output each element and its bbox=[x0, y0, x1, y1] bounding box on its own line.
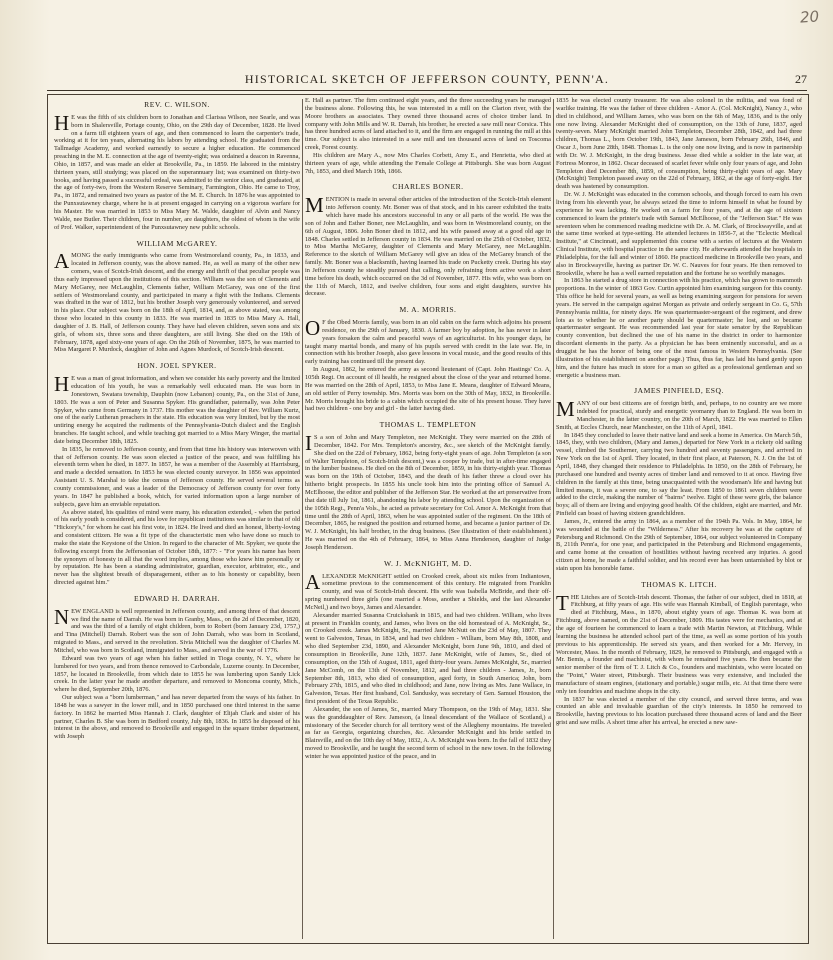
paragraph: Our subject was a "born lumberman," and has never departed from the ways of his father. In 1848 he was a sawyer in the lower mill, and in 1850 purchased one third interest in the same factory. In 1862 he married Miss Hannah J. Clark, daughter of Elijah Clark and sister of his partner, Charles B. She was born in Bedford county, July 8th, 1836. In 1855 he disposed of his interest in the above, and removed to Brookville and engaged in the square timber department, with Joseph bbox=[54, 694, 300, 741]
paragraph-text: ANY of our best citizens are of foreign birth, and, perhaps, to no country are we more indebted for practical, sturdy and energetic yeomanry than to England. He was born in Manchester, in the latter country, on the 20th of March, 1822. He was married to Ellen Smith, at Eccles Church, near Manchester, on the 11th of April, 1841. bbox=[556, 400, 802, 431]
paragraph bbox=[556, 590, 802, 696]
paragraph: 1835 he was elected county treasurer. He was also colonel in the militia, and was fond of warlike training. He was the father of three children - Amor A. (Col. McKnight), Nancy J., who died in childhood, and William James, who was born on the 6th of May, 1836, and is the only one now living. Alexander McKnight died of consumption, on the 13th of June, 1837, aged twenty-seven. Mary McKnight married John Templeton, December 28th, 1842, and had three children, Thomas L., born October 19th, 1843, Jane Jameson, born February 26th, 1846, and Oscar J., born June 28th, 1848. Thomas L. is the only one now living, and is now in partnership with Dr. W. J. McKnight, in the drug business. Jesse died while a soldier in the late war, at Fortress Monroe, in 1862. Oscar deceased of scarlet fever while only four years of age, and John Templeton died December 8th, 1859, of consumption, being thirty-eight years of age. Mary (McKnight) Templeton passed away on the 22d of February, 1862, at the age of forty-eight. Her death was hastened by consumption. bbox=[556, 97, 802, 191]
paragraph-text: E was the fifth of six children born to Jonathan and Clarissa Wilson, nee Searle, and was born in Shalersville, Portage county, Ohio, on the 29th day of December, 1828. He lived on a farm till eighteen years of age, and then commenced to learn the carpenter's trade, working at it for ten years, alternating his labors by attending school. He graduated from the Tallmadge Academy, and worked earnestly to secure a higher education. He commenced preaching in the M. E. connection at the age of twenty-eight; was ordained a deacon in Ravenna, Ohio, in 1857, and was made an elder at Brookville, Pa., in 1859. He labored in the ministry thirteen years, still studying; was placed on the superannuary list; was examined on thirty-two books, and having passed a successful ordeal, was admitted to the senior class, and graduated, at the age of forty-two, from the Western Reserve Seminary, Farmington, Ohio. He came to Troy, Pa., in 1872, and remained two years as pastor of the M. E. Church. In 1876 he was appointed to the Punxsutawney charge, where he is at present engaged in carrying on a vigorous warfare for his Master. He was married in 1853 to Miss Mary M. Walde, daughter of Alvin and Nancy Walde, nee Butler. Their children, four in number, are daughters, the oldest of whom is the wife of Prof. Walker, superintendent of the Punxsutawney new public schools. bbox=[54, 113, 300, 231]
paragraph-text: E was a man of great information, and when we consider his early poverty and the limited education of his youth, he was a remarkably well educated man. He was born in Jonestown, Swatara township, Dauphin (now Lebanon) county, Pa., on the 31st of June, 1803. He was a son of Peter and Susanna Spyker. His grandfather, paternally, was John Peter Spyker, who came from Germany in 1737. His mother was the daughter of Rev. William Kurtz, one of the early Lutheran preachers in the state. His education was very limited, but by the most untiring energy he acquired the rudiments of the Pennsylvania-Dutch dialect and the English branches. He taught school, and while teaching got married to a Miss Mary Winger, the marital date being December 18th, 1825. bbox=[54, 375, 300, 445]
drop-cap: O bbox=[305, 316, 321, 341]
paragraph bbox=[54, 604, 300, 655]
paragraph: Dr. W. J. McKnight was educated in the common schools, and though forced to earn his own living from his eleventh year, he always seized the time to inform himself in what he found by experience he was lacking. He worked on a farm for four years, and at the age of sixteen commenced to learn the printer's trade with Samuel McElhoose, of the "Jefferson Star." He was seventeen when he commenced reading medicine with Dr. A. M. Clark, of Brockwayville, and at the same time worked at type-setting. He attended lectures in 1856-7, at the "Eclectic Medical Institute," at Cincinnati, and supplemented this course with a series of lectures at the Western Clinical Institute, with hospital practice in the same city. He afterwards attended the hospitals in Philadelphia, for the fall and winter of 1860. He practiced medicine in Brookville two years, and also in Brockwayville, having as partner Dr. W. C. Nauves for four years. He then removed to Brookville, where he has a well earned reputation and the fortune he so worthily manages. bbox=[556, 191, 802, 277]
drop-cap: A bbox=[54, 249, 70, 274]
paragraph: His children are Mary A., now Mrs Charles Corbett, Amy E., and Henrietta, who died at thirteen years of age, while attending the Female College at Pittsburgh. She was born August 7th, 1853, and died March 19th, 1866. bbox=[305, 151, 551, 175]
paragraph-text: F the Obed Morris family, was born in an old cabin on the farm which adjoins his present residence, on the 29th of January, 1830. A farmer boy by adoption, he has never in later years forsaken the calm and peaceful ways of an agriculturist. In his younger days, he taught many marital bonds, and many of his pupils served with credit in the late war. He, in connection with his brother Joseph, also gave lessons in vocal music, and the good results of this early training has continued till the present day. bbox=[305, 319, 551, 366]
paragraph: As above stated, his qualities of mind were many, his education extended, - when the period of his early youth is considered, and his love for republican institutions was similar to that of old "Hickory's," for whom he cast his first vote, in 1824. He lived and died an honest, liberty-loving and consistent citizen. He was a fit type of the characteristic men who have done so much to make the state the Keystone of the Union. In regard to the character of Mr. Spyker, we quote the following excerpt from the Jeffersonian of October 18th, 1877: - "For years his name has been the synonym of honesty in all that the word implies, among those who knew him personally or by reputation. He has been a standing administrator, guardian, executor, arbitrator, etc., and never has the slightest breath of disparagement, either as to his honesty or capability, been directed against him." bbox=[54, 508, 300, 587]
section-heading: M. A. MORRIS. bbox=[399, 305, 457, 315]
paragraph bbox=[305, 569, 551, 612]
drop-cap: M bbox=[556, 397, 575, 422]
paragraph: Alexander married Susanna Cruickshank in 1815, and had two children. William, who lives at present in Franklin county, and James, who lives on the old homestead of A. McKnight, Sr., on Crooked creek. James McKnight, Sr., married Jane McNutt on the 23d of May, 1807. They went to Galveston, Texas, in 1834, and had two children - William, born May 8th, 1808, and who died September 23d, 1890, and Alexander McKnight, born June 9th, 1810, and died of consumption in Brookville, June 12th, 1837. Jane McKnight, wife of James, Sr., died of consumption, on the 15th of August, 1811, aged thirty-four years. James McKnight, Sr., married Jane McComb, on the 13th of November, 1812, and had three children - James, Jr., born September 8th, 1813, who died of consumption, aged forty, in South America; John, born February 27th, 1815, and who died in childhood; and Jane, now living as Mrs. Jane Wallace, in Galveston, Texas. Her first husband, Col. Sandusky, was secretary of Gen. Samuel Houston, the first president of the Texas Republic. bbox=[305, 611, 551, 706]
paragraph-text: ENTION is made in several other articles of the introduction of the Scotch-Irish element into Jefferson county. Mr. Boner was of that stock, and in his career exhibited the traits which have made his ancestors successful in any or all parts of the world. He was the son of John and Esther Boner, nee McLaughlin, and was born in Westmoreland county, on the 6th of August, 1806. John Boner died in 1812, and his wife passed away at a good old age in 1848. Charles settled in Jefferson county in 1834. He was married on the 25th of October, 1832, to Miss Martha McGarey, daughter of Clements and Mary McGarey, nee McLaughlin. Reference to the sketch of William McGarey will give an idea of the McGarey branch of the family. Mr. Boner was a blacksmith, having learned his trade on Pucketty creek. During his stay in Jefferson county he steadily pursued that calling, only refraining from active work a short time before his death, which occurred on the 3d of November, 1877. His wife, who was born on the 11th of March, 1812, and twelve children, four sons and eight daughters, survive his decease. bbox=[305, 196, 551, 298]
paragraph bbox=[54, 249, 300, 354]
paragraph: In 1835, he removed to Jefferson county, and from that time his history was interwoven with that of Jefferson county. He was soon elected a justice of the peace, and was fulfilling his eleventh term when he died, in 1877. In 1857, he was a member of the Assembly at Harrisburg, and made a decided sensation. In 1853 he was elected county surveyor. In 1856 was appointed Assistant U. S. Marshal to take the census of Jefferson county. He served several terms as county commissioner, and was a leader of the Democracy of Jefferson county for over forty years. In 1847 he published a book, which, for varied information upon a large number of subjects, gave him an enviable reputation. bbox=[54, 445, 300, 508]
paragraph bbox=[305, 431, 551, 552]
section-heading: WILLIAM McGAREY. bbox=[136, 238, 218, 248]
paragraph-text: EW ENGLAND is well represented in Jefferson county, and among three of that descent we find the name of Darrah. He was born in Granby, Mass., on the 2d of December, 1820, and was the third of a family of eight children, born to Robert (born January 23d, 1757,) and Tina (Mitchell) Darrah. Robert was the son of John Darrah, who was born in Scotland, migrated to Mass., and served in the revolution. Sivia Mitchell was the daughter of Charles M. Mitchel, who was born in Scotland, immigrated to Mass., and served in the war of 1776. bbox=[54, 607, 300, 654]
column-rule bbox=[302, 99, 303, 939]
paragraph: In August, 1862, he entered the army as second lieutenant of (Capt. John Hastings' Co. A, 105th Regt. On account of ill health, he resigned about the close of the year and returned home. He was married on the 28th of April, 1853, to Miss Jane E. Means, daughter of Edward Means, an old settler of Perry township. Mrs. Morris was born on the 30th of May, 1832, in Brookville. Mr. Morris brought his bride to a cabin which occupied the site of his present house. They have had two children - one boy and girl - the latter having died. bbox=[305, 366, 551, 413]
section-heading: CHARLES BONER. bbox=[392, 182, 464, 192]
paragraph-text: HE Litches are of Scotch-Irish descent. Thomas, the father of our subject, died in 1818, at Fitchburg, at fifty years of age. His wife was Hannah Kimball, of English parentage, who died at Fitchburg, Mass., in 1870, about eighty years of age. Thomas K. was born at Fitchburg, above named, on the 21st of December, 1809. His tastes were for mechanics, and at the age of fourteen he commenced to learn a trade with Martin Newton, at Fitchburg. While learning the business he attended school part of the time, as well as some portion of his youth previous to his apprenticeship. He served six years, and then worked for a Mr. Hervey, in Worcester, Mass. In the month of February, 1829, he removed to Pittsburgh, and engaged with a Mr. Bemis, a founder and machinist, with whom he remained five years. He then became the senior member of the firm of T. J. Litch & Co., founders and machinists, who were located on the "Point," Water street, Pittsburgh. Their business was very extensive, and included the manufacture of steam engines, (stationary and portable,) sugar mills, etc. At that time there were only ten foundries and machine shops in the city. bbox=[556, 593, 802, 695]
paragraph-text: LEXANDER McKNIGHT settled on Crooked creek, about six miles from Indiantown, sometime previous to the commencement of this century. He migrated from Franklin county, and was of Scotch-Irish descent. His wife was Isabella McBride, and their off-spring numbered three girls (one married a Moss, another a Shields, and the last Alexander McNeil,) and two boys, James and Alexander. bbox=[305, 572, 551, 611]
column-left bbox=[54, 97, 300, 941]
column-middle bbox=[305, 97, 551, 941]
paragraph-text: S a son of John and Mary Templeton, nee McKnight. They were married on the 28th of December, 1842. For Mrs. Templeton's ancestry, &c., see sketch of the McKnight family. She died on the 22d of February, 1862, being forty-eight years of age. John Templeton (a son of Walter Templeton, of Scotch-Irish descent,) was a cooper by trade, but in after-time engaged in the lumber business. He died on the 8th of December, 1859, in his thirty-eighth year. Thomas was born on the 19th of October, 1843, and the death of his father threw a cloud over his hitherto bright prospects. In 1855 his uncle took him into the printing office of Samuel A. McElhoose, the editor and publisher of the Jefferson Star. He worked at the art preservative from that date till July 1st, 1861, abandoning his labor by attending school. Upon the organization of the 105th Regt., Penn'a Vols., he acted as private secretary for Col. Amor A. McKnight from that time until the 28th of April, 1863, when he was appointed sutler of the regiment. On the 18th of December, 1865, he resigned the position and returned home, and became a junior partner of Dr. W. J. McKnight, his half brother, in the drug business. (See illustration of their establishment.) He was married on the 4th of February, 1864, to Miss Anna Henderson, daughter of Judge Joseph Henderson. bbox=[305, 434, 551, 551]
drop-cap: H bbox=[54, 372, 70, 397]
paragraph bbox=[556, 397, 802, 431]
section-heading: REV. C. WILSON. bbox=[144, 100, 210, 109]
section-heading: THOMAS L. TEMPLETON bbox=[379, 420, 477, 430]
page-header bbox=[47, 70, 807, 91]
paragraph: Alexander, the son of James, Sr., married Mary Thompson, on the 19th of May, 1831. She was the granddaughter of Rev. Jameson, (a lineal descendant of the Wallace of Scotland,) a missionary of the Seceder church for all territory west of the Allegheny mountains. He traveled as far as Georgia, organizing churches, &c. Alexander McKnight and his bride settled in Blairsville, and on the 10th day of May, 1832, A. A. McKnight was born. In the fall of 1832 they moved to Brookville, and he taught the second term of school in the new town. In the following winter he was appointed justice of the peace, and in bbox=[305, 705, 551, 760]
paragraph bbox=[305, 193, 551, 298]
paragraph bbox=[305, 316, 551, 366]
paragraph bbox=[54, 372, 300, 446]
paragraph: E. Hall as partner. The firm continued eight years, and the three succeeding years he managed the business alone. Following this, he was interested in a mill on the Clarion river, with the Moore brothers as associates. They owned three thousand acres of choice timber land. In company with John Mills and W. R. Darrah, his brother, he erected a saw mill near Corsica. This has three hundred acres of land attached to it, and the firm are engaged in running the mill at this time. Our subject is also interested in a saw mill and ten thousand acres of land on Toscoma creek, Forest county. bbox=[305, 97, 551, 152]
paragraph: Edward was two years of age when his father settled in Tioga county, N. Y., where he lumbered for two years, and from thence removed to Carbondale, Luzerne county. In December, 1857, he located in Brookville, from which date to 1855 he was lumbering upon Sandy Lick creek. In the latter year he made another departure, and removed to Moncoma county, Mich., where he died, September 20th, 1876. bbox=[54, 654, 300, 694]
column-right bbox=[556, 97, 802, 941]
page-number: 27 bbox=[795, 72, 807, 86]
paragraph: In 1863 he started a drug store in connection with his practice, which has grown to mammoth proportions. In the winter of 1863 Gov. Curtin appointed him examining surgeon for this county. This office he held for several years, as well as being examining surgeon for pensions for seven years. He served in the campaign against Morgan as private and orderly sergeant in Co. G, 57th Pennsylvania militia, for ninety days. He was quartermaster-sergeant of the regiment, and drew lots as to whether he or another party should be quartermaster; he lost, and so became quartermaster sergeant. He was recommended last year for state senator by the Republican county convention, but declined the use of his name in the district in order to harmonize discordant elements in the party. As a physician he has been eminently successful, and as a druggist he has the honor of being one of the most famous in Western Pennsylvania. (See illustration of his establishment on another page.) Thus, thus far, has laid his hand gently upon him, and the future has much in store for a man so gifted as a professional gentleman and so energetic a business man. bbox=[556, 277, 802, 379]
section-heading: W. J. McKNIGHT, M. D. bbox=[384, 558, 472, 568]
pencil-page-mark: 20 bbox=[799, 7, 820, 27]
drop-cap: I bbox=[305, 431, 312, 456]
paragraph bbox=[54, 110, 300, 232]
paragraph: In 1837 he was elected a member of the city council, and served three terms, and was counted an able and invaluable guardian of the city's interests. In 1850 he removed to Brookville, having previous to his location purchased three thousand acres of land and the Beer grist and saw mills. A short time after his arrival, he erected a new saw- bbox=[556, 695, 802, 727]
drop-cap: H bbox=[54, 110, 70, 135]
drop-cap: M bbox=[305, 193, 324, 218]
section-heading: THOMAS K. LITCH. bbox=[641, 579, 717, 589]
text-frame bbox=[47, 94, 809, 944]
paragraph: James, Jr., entered the army in 1864, as a member of the 194th Pa. Vols. In May, 1864, he was wounded at the battle of the "Wilderness." After his recovery he was at the capture of Petersburg and Richmond. On the 29th of September, 1864, our subject volunteered in Company B, 211th Penn'a, for one year, and participated in the Petersburg and Richmond engagements, and came home at the cessation of hostilities without having received any injuries. A good citizen at home, he made a faithful soldier, and his record ever has been untarnished by blot or stain upon his honorable fame. bbox=[556, 517, 802, 572]
section-heading: JAMES PINFIELD, ESQ. bbox=[634, 386, 724, 396]
column-rule bbox=[553, 99, 554, 939]
section-heading: EDWARD H. DARRAH. bbox=[133, 593, 221, 603]
paragraph: In 1845 they concluded to leave their native land and seek a home in America. On March 5th, 1845, they, with two children, (Mary and James,) departed for New York in a rickety old sailing vessel, climbed the Southerner, carrying two hundred and seventy passengers, and arrived in New York on the 1st of April. They located, in their first place, at Paterson, N. J. On the 1st of April, 1848, they changed their residence to Philadelphia. In 1850, on the 28th of February, he purchased one hundred and twenty acres of timber land and removed to it at once. Having five children in the family at this time, being unacquainted with the woodsman's life and having but limited means, it was a severe one, to say the least. From 1850 to 1861 seven children were added to the circle, making the number of "bairns" twelve. Eight of these were girls, the balance boys; all of them are living and enjoying good health. Of the children, eight are married, and Mr. Pinfield can boast of having sixteen grandchildren. bbox=[556, 431, 802, 518]
section-heading: HON. JOEL SPYKER. bbox=[137, 361, 217, 371]
drop-cap: A bbox=[305, 569, 321, 594]
paragraph-text: MONG the early immigrants who came from Westmoreland county, Pa., in 1833, and located in Jefferson county, was the above named. He, as well as many of the other new comers, was of Scotch-Irish descent, and the energy and thrift of that peculiar people was thus early impressed upon the institutions of this section. William was the son of Clements and Mary McGarey, nee McLaughlin, Clements father, William McGarey, was one of the first settlers of Westmoreland county, and participated in many a fight with the Indians. Clements was drafted in the war of 1812, but his brother Joseph very generously volunteered, and served in his place. Our subject was born on the 18th of April, 1814, and, as above stated, was among those who located in this county in 1833. He was married in 1835 to Miss Mary A. Hall, daughter of J. B. Hall, of Jefferson county. They have had eleven children, seven sons and six girls, of whom six, three sons and three daughters, are still living. She died on the 19th of February, 1878, aged sixty-one years of age. On the 26th of November, 1875, he was married to Miss Margaret P. Murdock, daughter of John and Agnes Murdock, of Scotch-Irish descent. bbox=[54, 252, 300, 354]
header-title: HISTORICAL SKETCH OF JEFFERSON COUNTY, PENN'A. bbox=[244, 72, 610, 86]
drop-cap: N bbox=[54, 604, 70, 629]
drop-cap: T bbox=[556, 590, 569, 615]
